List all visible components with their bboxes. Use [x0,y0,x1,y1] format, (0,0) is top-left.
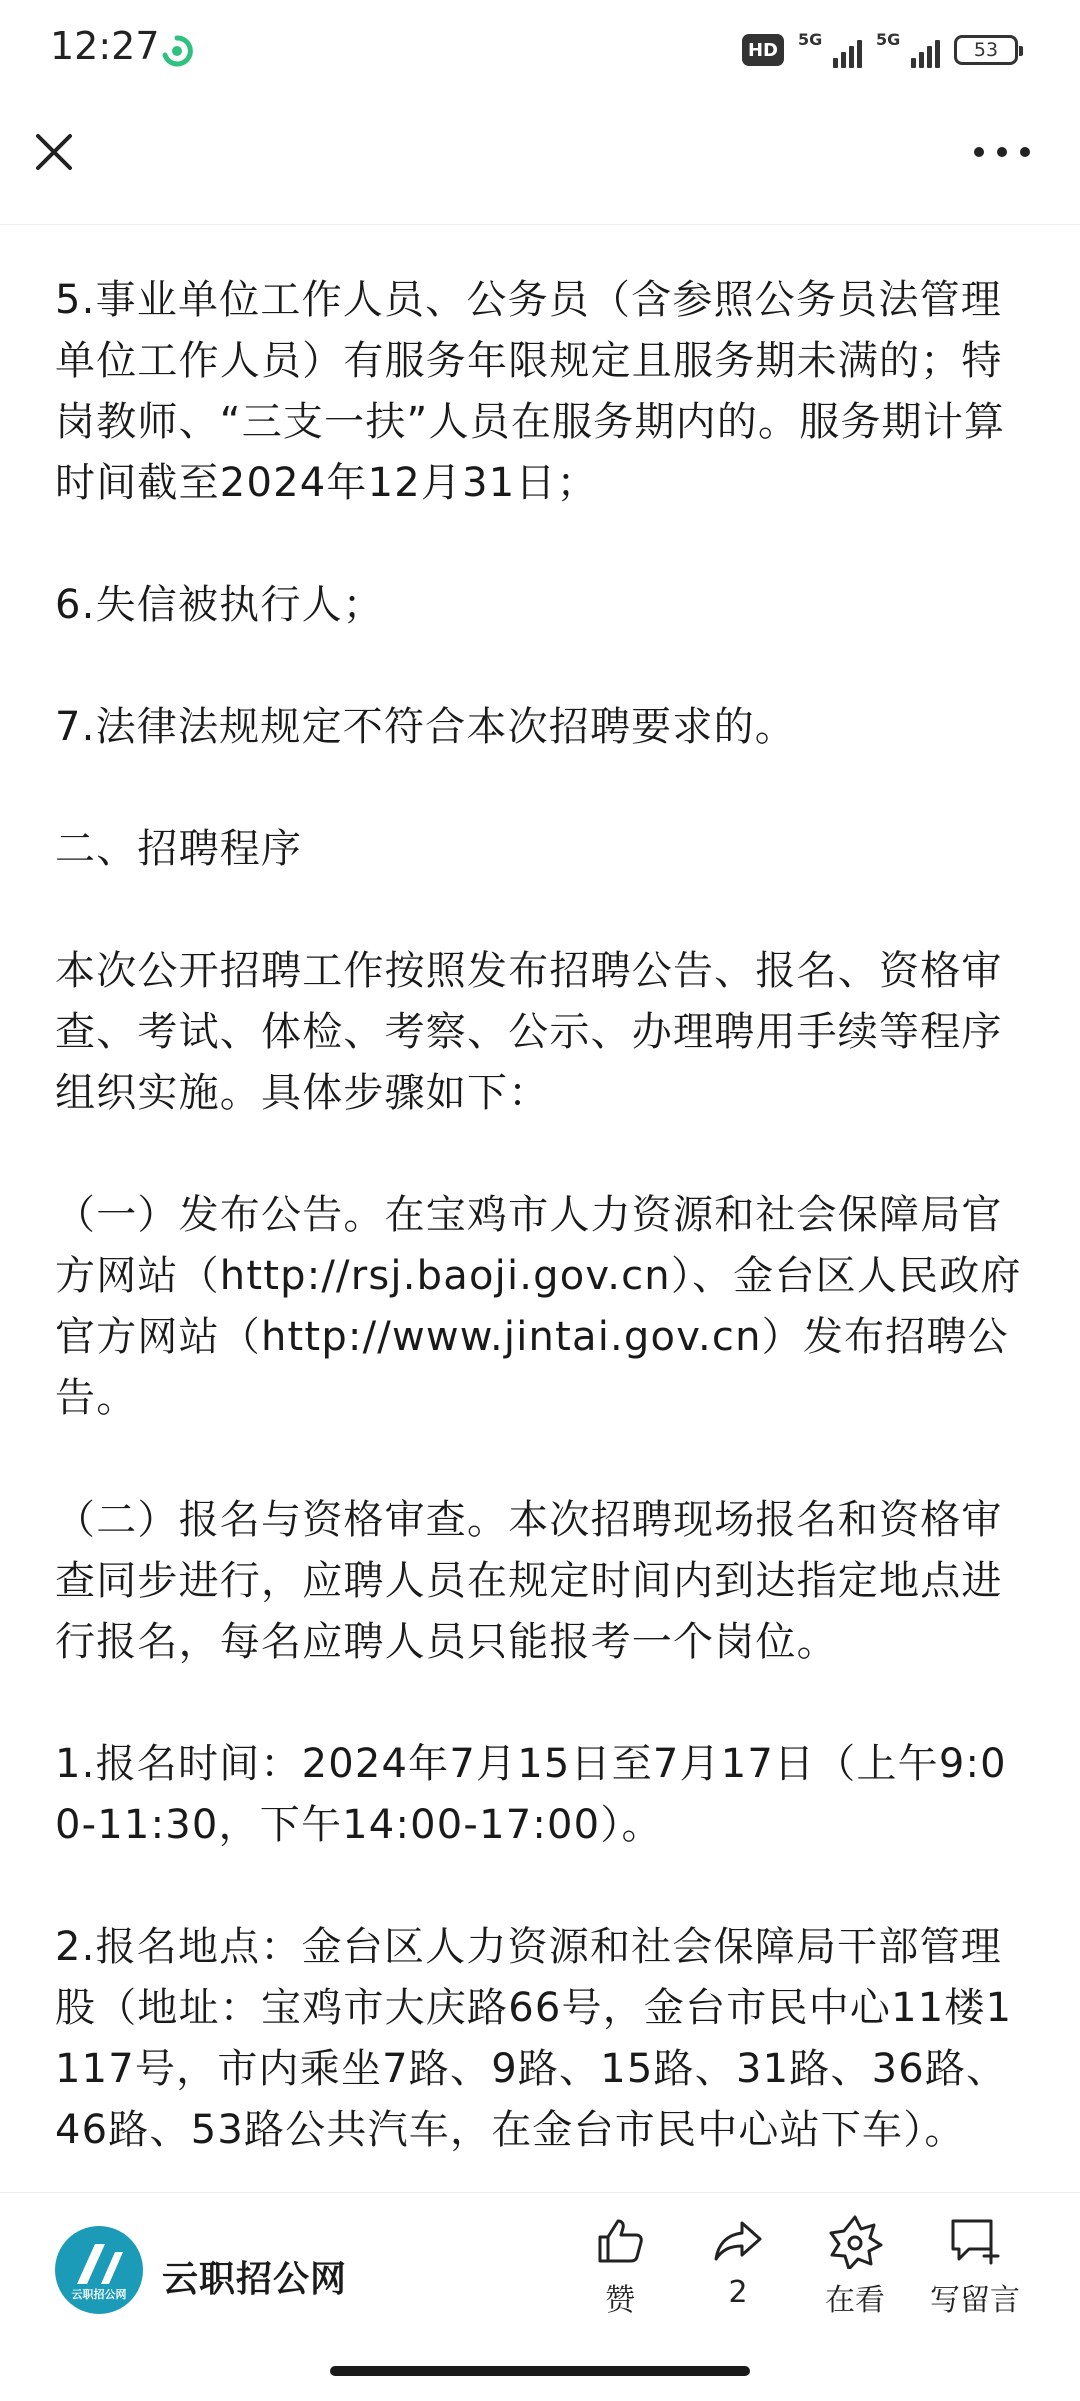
comment-add-icon [947,2213,1003,2269]
thumbs-up-icon [592,2213,648,2269]
share-button[interactable] [683,2213,793,2310]
logo-text: 云职招公网 [71,2288,127,2301]
watching-button[interactable] [800,2213,910,2319]
comment-button[interactable] [920,2213,1030,2319]
share-arrow-icon [710,2213,766,2269]
status-bar [0,0,1080,100]
article-paragraph: 2.报名地点：金台区人力资源和社会保障局干部管理股（地址：宝鸡市大庆路66号，金台市民中心11楼1117号，市内乘坐7路、9路、15路、31路、36路、46路、53路公共汽车，在金台市民中心站下车）。 [55,1924,1013,2153]
comment-label: 写留言 [930,2283,1020,2318]
battery-icon [954,35,1018,65]
article-paragraph: 1.报名时间：2024年7月15日至7月17日（上午9:00-11:30，下午14:00-17:00）。 [55,1741,1007,1848]
account-logo[interactable] [55,2226,143,2314]
article-paragraph: 5.事业单位工作人员、公务员（含参照公务员法管理单位工作人员）有服务年限规定且服务期未满的；特岗教师、“三支一扶”人员在服务期内的。服务期计算时间截至2024年12月31日； [55,277,1006,506]
share-count: 2 [728,2275,748,2310]
refresh-leaf-icon [160,34,194,68]
article-header [0,100,1080,225]
article-paragraph: 6.失信被执行人； [55,582,384,628]
hd-badge: HD [742,34,784,66]
status-time: 12:27 [50,24,160,68]
section-heading: 二、招聘程序 [55,826,303,872]
article-paragraph: 本次公开招聘工作按照发布招聘公告、报名、资格审查、考试、体检、考察、公示、办理聘用手续等程序组织实施。具体步骤如下： [55,948,1003,1116]
home-indicator[interactable] [330,2366,750,2376]
close-icon[interactable] [30,128,78,176]
network-type-label: 5G [876,30,901,49]
battery-level: 53 [973,39,999,61]
status-indicators [742,30,1018,70]
like-button[interactable] [565,2213,675,2319]
article-paragraph: （一）发布公告。在宝鸡市人力资源和社会保障局官方网站（http://rsj.baoji.gov.cn）、金台区人民政府官方网站（http://www.jintai.gov.cn）发布招聘公告。 [55,1192,1022,1421]
article-paragraph: 7.法律法规规定不符合本次招聘要求的。 [55,704,796,750]
like-label: 赞 [605,2283,635,2318]
signal-icon [798,30,862,70]
signal-icon [876,30,940,70]
account-name[interactable]: 云职招公网 [162,2259,348,2300]
article-body [55,270,1030,2161]
network-type-label: 5G [798,30,823,49]
watching-label: 在看 [825,2283,885,2318]
more-dots-icon[interactable] [974,140,1030,164]
article-paragraph: （二）报名与资格审查。本次招聘现场报名和资格审查同步进行，应聘人员在规定时间内到达指定地点进行报名，每名应聘人员只能报考一个岗位。 [55,1497,1003,1665]
flower-star-icon [827,2213,883,2269]
